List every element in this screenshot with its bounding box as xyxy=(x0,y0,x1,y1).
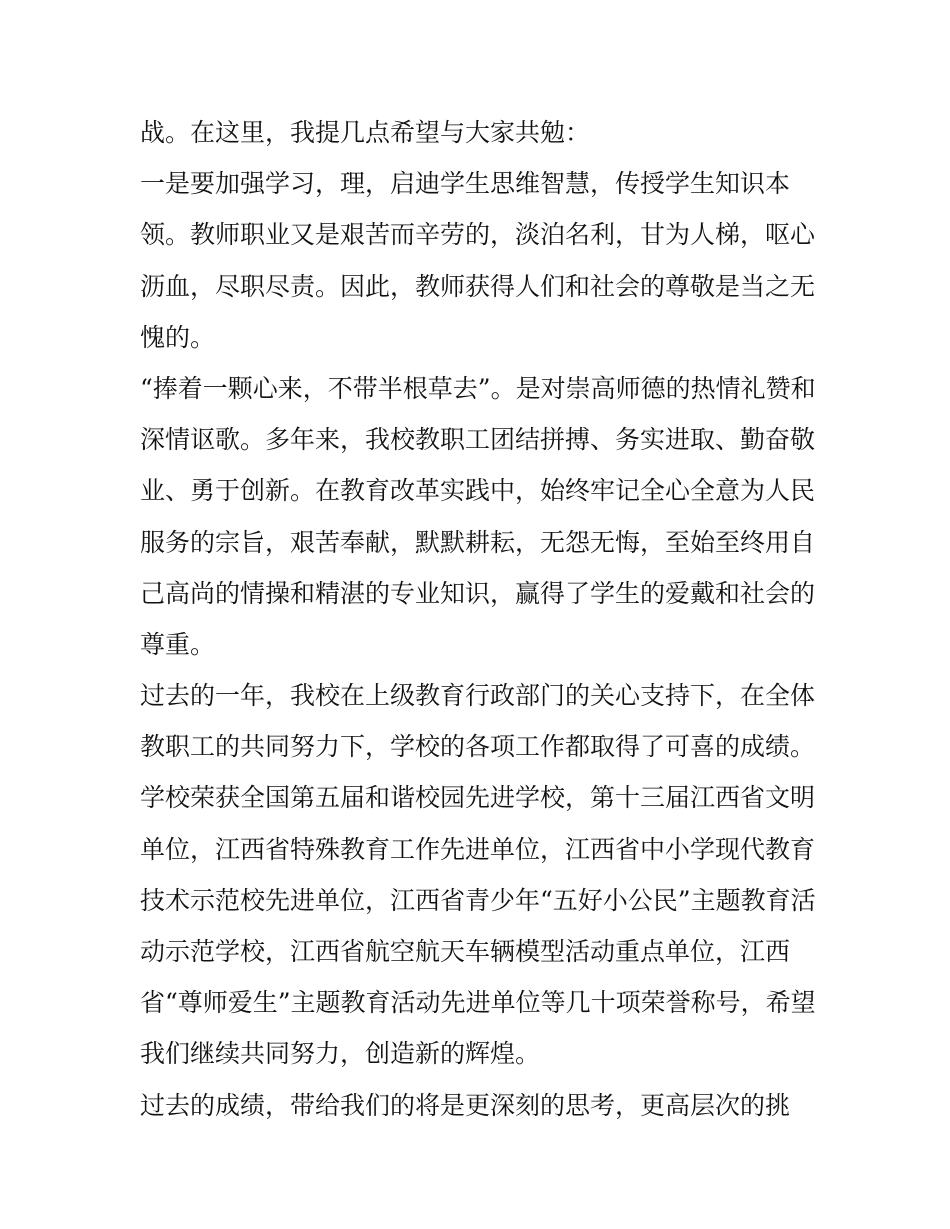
text-line: 技术示范校先进单位，江西省青少年“五好小公民”主题教育活 xyxy=(140,885,816,915)
text-line: 深情讴歌。多年来，我校教职工团结拼搏、务实进取、勤奋敬 xyxy=(140,425,816,455)
document-body xyxy=(140,107,820,1131)
text-line: 学校荣获全国第五届和谐校园先进学校，第十三届江西省文明 xyxy=(140,783,816,813)
text-line: 过去的一年，我校在上级教育行政部门的关心支持下，在全体 xyxy=(140,681,816,711)
text-line: “捧着一颗心来，不带半根草去”。是对崇高师德的热情礼赞和 xyxy=(140,373,816,403)
text-line: 单位，江西省特殊教育工作先进单位，江西省中小学现代教育 xyxy=(140,834,816,864)
text-line: 一是要加强学习，理，启迪学生思维智慧，传授学生知识本 xyxy=(140,169,791,199)
text-line: 尊重。 xyxy=(140,629,216,659)
text-line: 沥血，尽职尽责。因此，教师获得人们和社会的尊敬是当之无 xyxy=(140,271,816,301)
text-line: 战。在这里，我提几点希望与大家共勉： xyxy=(140,118,591,147)
text-line: 己高尚的情操和精湛的专业知识，赢得了学生的爱戴和社会的 xyxy=(140,578,816,608)
text-line: 愧的。 xyxy=(140,322,216,352)
text-line: 动示范学校，江西省航空航天车辆模型活动重点单位，江西 xyxy=(140,937,791,966)
text-line: 教职工的共同努力下，学校的各项工作都取得了可喜的成绩。 xyxy=(140,732,816,762)
text-line: 过去的成绩，带给我们的将是更深刻的思考，更高层次的挑 xyxy=(140,1090,791,1120)
text-line: 业、勇于创新。在教育改革实践中，始终牢记全心全意为人民 xyxy=(140,476,816,506)
text-line: 省“尊师爱生”主题教育活动先进单位等几十项荣誉称号，希望 xyxy=(140,988,816,1018)
text-line: 领。教师职业又是艰苦而辛劳的，淡泊名利，甘为人梯，呕心 xyxy=(140,220,816,250)
text-line: 我们继续共同努力，创造新的辉煌。 xyxy=(140,1039,541,1069)
text-line: 服务的宗旨，艰苦奉献，默默耕耘，无怨无悔，至始至终用自 xyxy=(140,527,816,557)
